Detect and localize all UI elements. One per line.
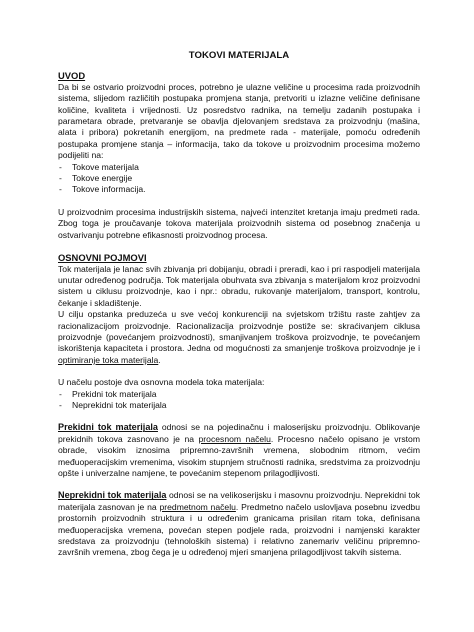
predmetno-nacelo-link[interactable]: predmetnom načelu [159, 501, 236, 512]
list-item: - Neprekidni tok materijala [58, 400, 420, 411]
neprekidni-paragraph [58, 490, 420, 558]
osnovni-paragraph-3: U načelu postoje dva osnovna modela toka materijala: [58, 377, 265, 388]
list-item: - Prekidni tok materijala [58, 389, 420, 400]
osnovni-paragraph-2 [58, 309, 420, 366]
section-heading-osnovni-pojmovi: OSNOVNI POJMOVI [58, 252, 147, 264]
prekidni-term: Prekidni tok materijala [58, 422, 158, 433]
procesno-nacelo-link[interactable]: procesnom načelu [198, 433, 271, 444]
neprekidni-text-2: . Predmetno načelo uslovljava posebnu izvedbu prostornih proizvodnih struktura i u određenim granicama prisilan ritam toka, definisana međuoperacijska vremena, povećan stepen podjele rada, proizvodni i namjenski karakter sredstava za proizvodnju (tehnoloških sistema) i relativno zanemariv veličinu pripremno-završnih vremena, zbog čega je u određenoj mjeri smanjena prilagodljivost takvih sistema. [58, 501, 420, 558]
osnovni-paragraph-2-end: . [158, 354, 161, 365]
prekidni-paragraph [58, 422, 420, 479]
flow-models-list [58, 389, 420, 412]
neprekidni-text-1: odnosi se na velikoserijsku i masovnu proizvodnju. Neprekidni tok materijala zasnovan je na [58, 490, 420, 512]
list-item: - Tokove energije [58, 173, 420, 184]
neprekidni-term: Neprekidni tok materijala [58, 490, 167, 501]
prekidni-text-1: odnosi se na pojedinačnu i maloserijsku proizvodnju. Oblikovanje prekidnih tokova zasnovano je na [58, 422, 420, 444]
uvod-paragraph-1: Da bi se ostvario proizvodni proces, potrebno je ulazne veličine u procesima rada proizvodnih sistema, slijedom različitih postupaka promjena stanja, pretvoriti u izlazne veličine definisane količine, kvaliteta i vrijednosti. Uz posredstvo radnika, na temelju zadanih postupaka i parametara obrade, pretvaranje se obavlja djelovanjem sredstava za proizvodnju (mašina, alata i pribora) pokretanih energijom, na predmete rada - materijale, pomoću određenih postupaka promjene stanja – informacija, tako da tokove u proizvodnim procesima možemo podijeliti na: [58, 81, 420, 161]
section-heading-uvod: UVOD [58, 70, 86, 82]
list-item: - Tokove informacija. [58, 184, 420, 195]
osnovni-paragraph-2-text: U cilju opstanka preduzeća u sve većoj konkurenciji na svjetskom tržištu raste zahtjev za racionalizacijom proizvodnje. Racionalizacija proizvodnje postiže se: skraćivanjem ciklusa proizvodnje (povećanjem proizvodnosti), smanjivanjem troškova proizvodnje, te povećanjem iskorištenja kapaciteta i prostora. Jedna od mogućnosti za smanjenje troškova proizvodnje je i [58, 309, 420, 354]
list-item: - Tokove materijala [58, 162, 420, 173]
osnovni-paragraph-1: Tok materijala je lanac svih zbivanja pri dobijanju, obradi i preradi, kao i pri raspodjeli materijala unutar određenog područja. Tok materijala obuhvata sva zbivanja s materijalom kroz proizvodni sistem u ciklusu proizvodnje, kao i npr.: obradu, rukovanje materijalom, transport, kontrolu, čekanje i skladištenje. [58, 263, 420, 308]
optimiranje-link[interactable]: optimiranje toka materijala [58, 354, 159, 365]
prekidni-text-2: . Procesno načelo opisano je vrstom obrade, visokim iznosima pripremno-završnih vremena, slobodnim ritmom, većim međuoperacijskim vremenima, visokim stupnjem stručnosti radnika, sredstvima za proizvodnju opšte i univerzalne namjene, te povećanim stepenom prilagodljivosti. [58, 433, 420, 478]
flow-types-list [58, 162, 420, 196]
uvod-paragraph-2: U proizvodnim procesima industrijskih sistema, najveći intenzitet kretanja imaju predmeti rada. Zbog toga je proučavanje tokova materijala proizvodnih sistema od posebnog značenja u ostvarivanju potrebne efikasnosti proizvodnog procesa. [58, 206, 420, 240]
document-title: TOKOVI MATERIJALA [188, 50, 290, 61]
